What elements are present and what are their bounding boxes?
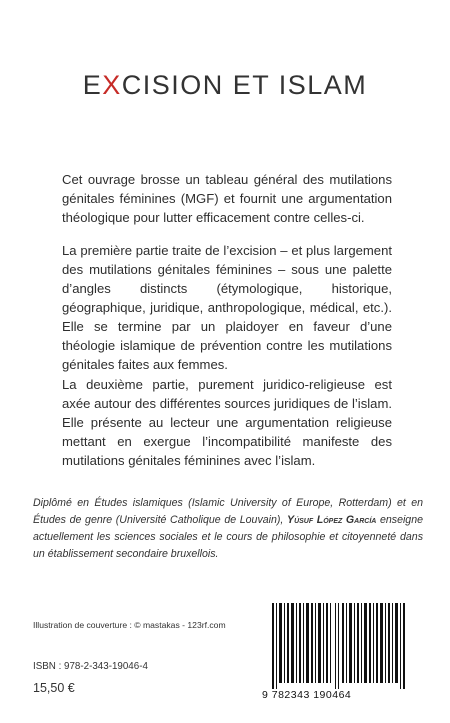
summary-paragraph-3: La deuxième partie, purement juridico-religieuse est axée autour des différentes sources juridiques de l’islam. Elle présente au lecteur une argumentation religieuse mettant en exergue l’incompatibilité manifeste des mutilations génitales féminines avec l’islam.: [62, 377, 392, 468]
barcode-bars: [262, 603, 416, 689]
title-first-letter: E: [82, 70, 103, 100]
book-title: [0, 70, 450, 101]
bio-after: enseigne actuellement les sciences sociales et le cours de philosophie et citoyenneté dans un établissement secondaire bruxellois.: [33, 514, 423, 560]
summary-paragraph-2: La première partie traite de l’excision – et plus largement des mutilations génitales féminines – sous une palette d’angles distincts (étymologique, historique, géographique, juridique, anthropologique, médical, etc.). Elle se termine par un plaidoyer en faveur d’une théologie islamique de prévention contre les mutilations génitales faites aux femmes.: [62, 243, 392, 372]
author-name: Yúsuf López García: [287, 514, 377, 526]
isbn: ISBN : 978-2-343-19046-4: [33, 661, 148, 672]
title-accent-letter: X: [102, 70, 122, 100]
price: 15,50 €: [33, 681, 75, 695]
cover-credit: Illustration de couverture : © mastakas - 123rf.com: [33, 620, 226, 630]
summary-paragraph-1: Cet ouvrage brosse un tableau général des mutilations génitales féminines (MGF) et fournit une argumentation théologique pour lutter efficacement contre celles-ci.: [62, 172, 392, 225]
barcode-number: 9 782343 190464: [262, 689, 352, 701]
bio-before: Diplômé en Études islamiques (Islamic University of Europe, Rotterdam) et en Études de genre (Université Catholique de Louvain),: [33, 497, 423, 526]
title-rest: CISION ET ISLAM: [121, 70, 368, 100]
author-bio: [33, 495, 423, 563]
